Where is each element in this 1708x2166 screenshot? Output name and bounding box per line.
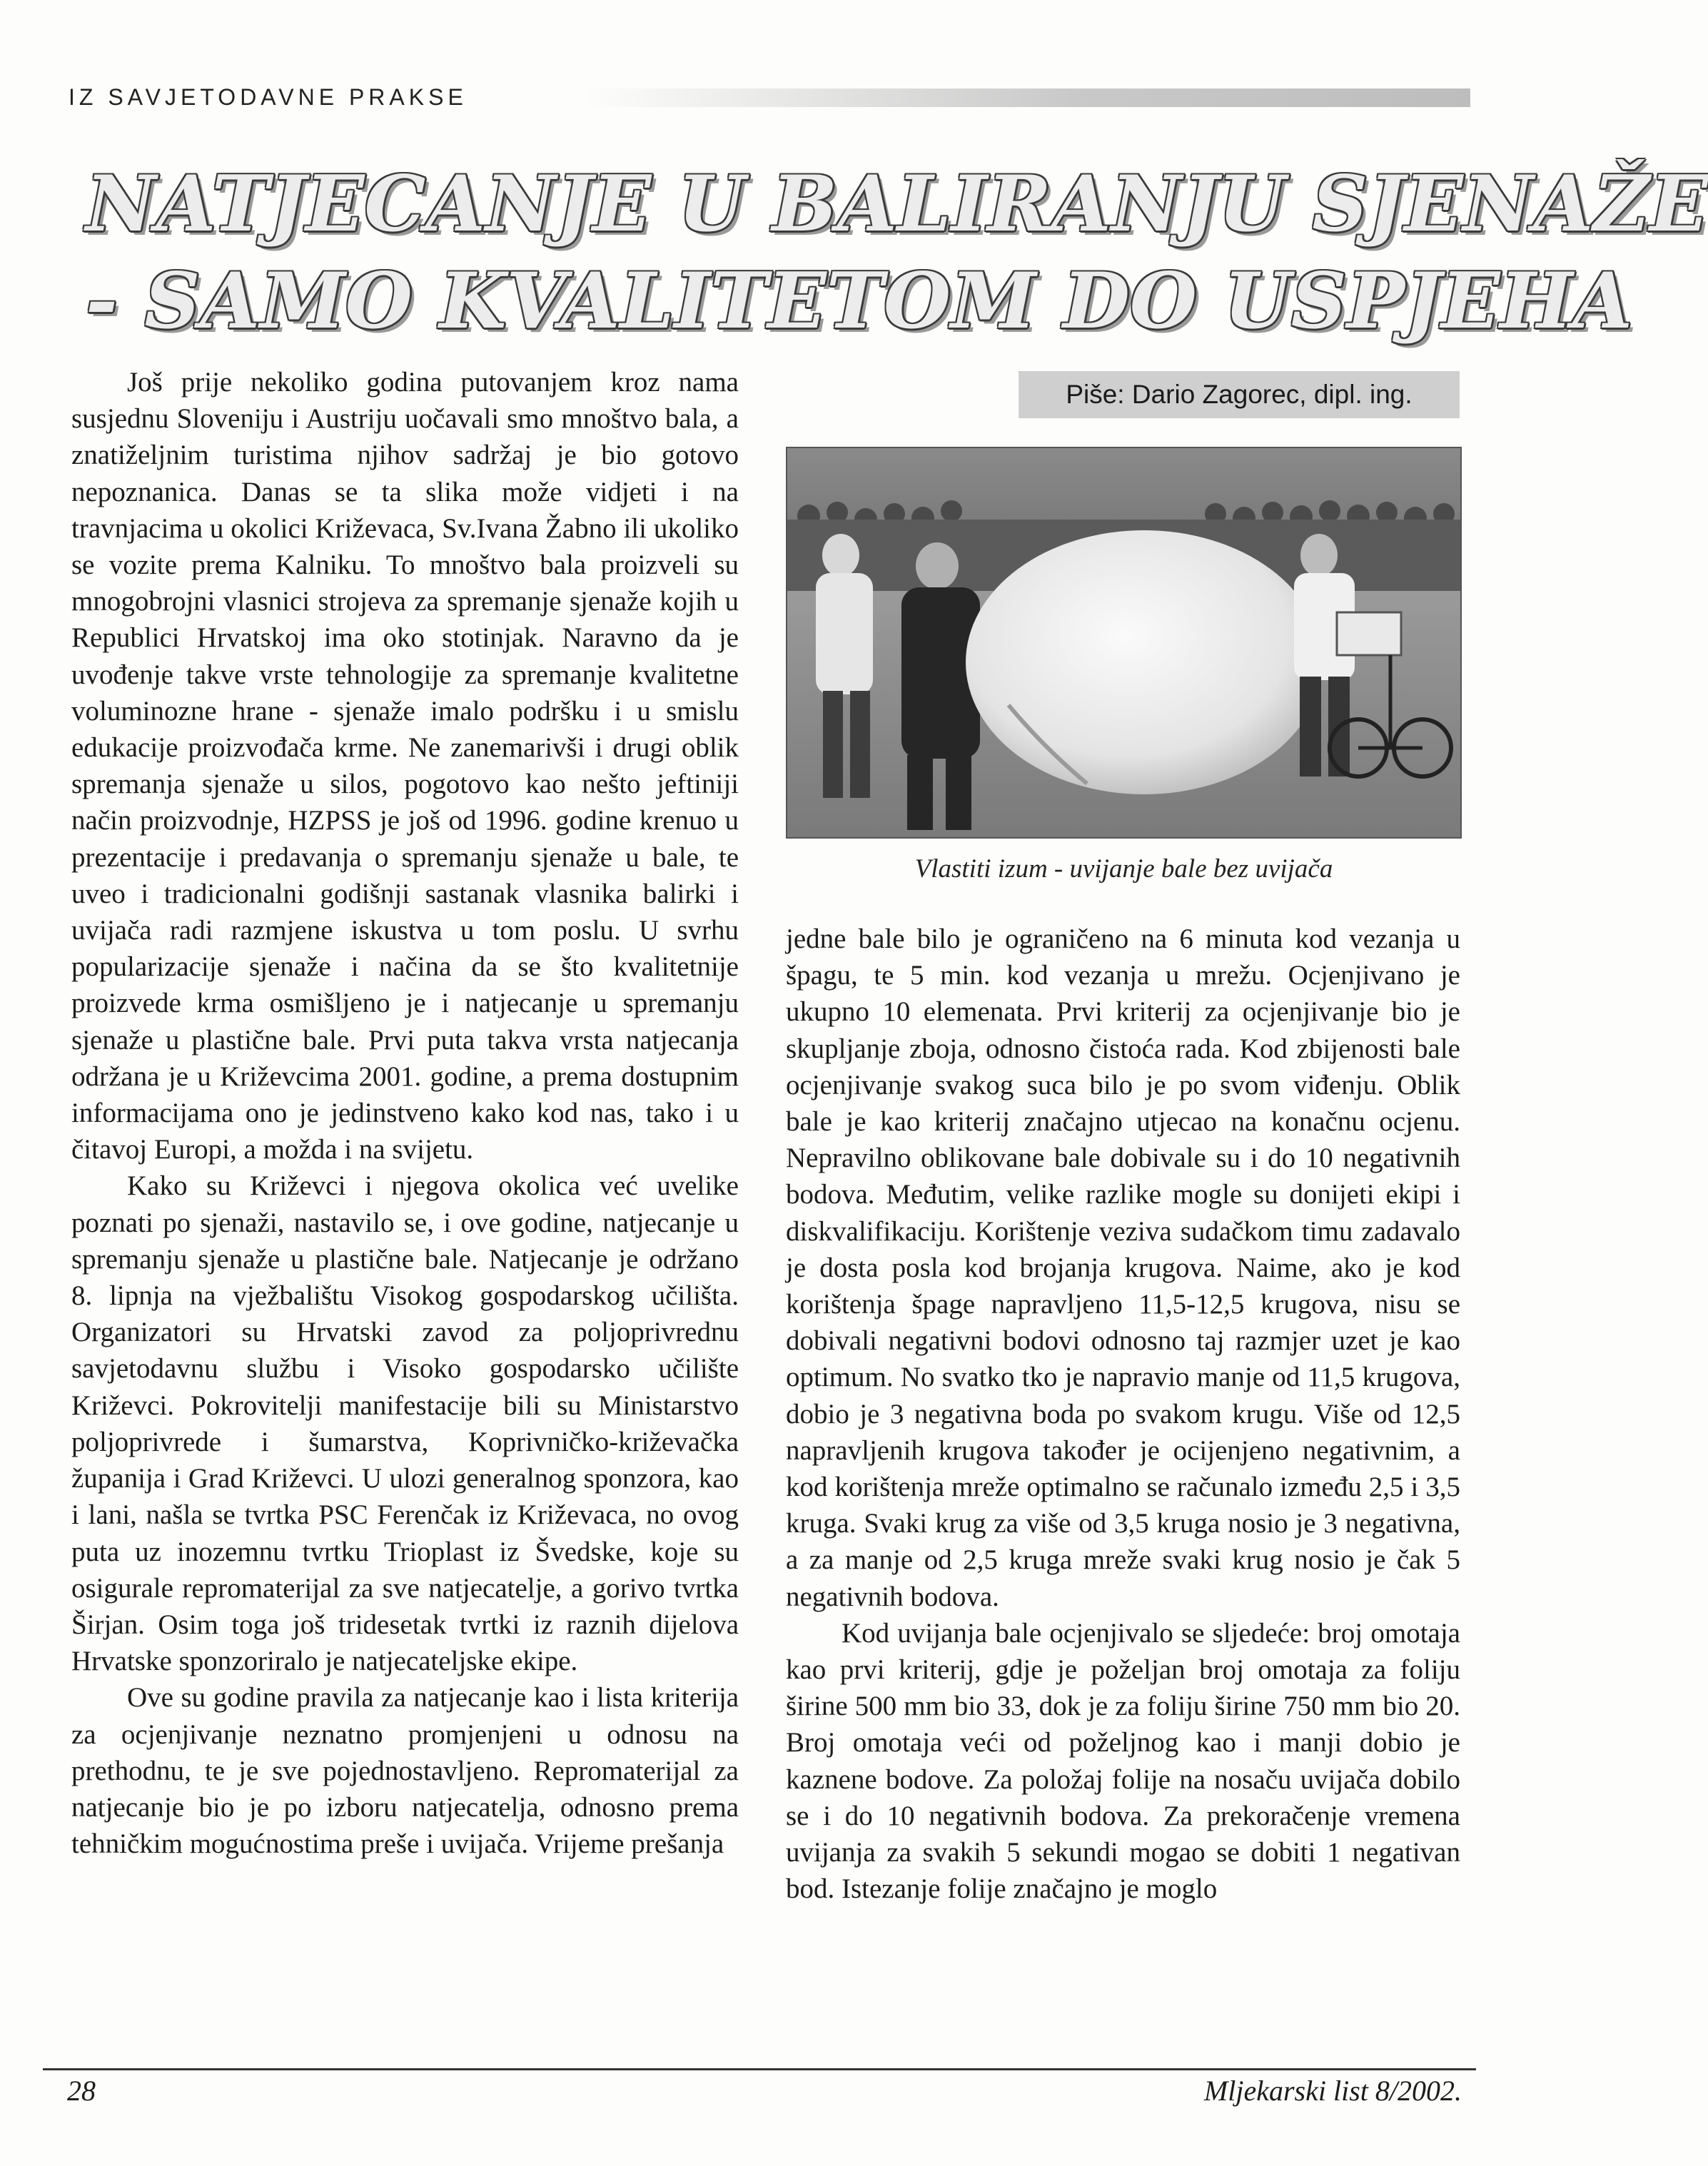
article-photo [786,447,1462,839]
article-paragraph: Kako su Križevci i njegova okolica već uvelike poznati po sjenaži, nastavilo se, i ove godine, natjecanje u spremanju sjenaže u plastične bale. Natjecanje je održano 8. lipnja na vježbalištu Visokog gospodarskog učilišta. Organizatori su Hrvatski zavod za poljoprivrednu savjetodavnu službu i Visoko gospodarsko učilište Križevci. Pokrovitelji manifestacije bili su Ministarstvo poljoprivrede i šumarstva, Koprivničko-križevačka županija i Grad Križevci. U ulozi generalnog sponzora, kao i lani, našla se tvrtka PSC Ferenčak iz Križevaca, no ovog puta uz inozemnu tvrtku Trioplast iz Švedske, koje su osigurale repromaterijal za sve natjecatelje, a gorivo tvrtka Širjan. Osim toga još tridesetak tvrtki iz raznih dijelova Hrvatske sponzoriralo je natjecateljske ekipe. [71,1170,739,1677]
article-paragraph: jedne bale bilo je ograničeno na 6 minuta kod vezanja u špagu, te 5 min. kod vezanja u mrežu. Ocjenjivano je ukupno 10 elemenata. Prvi kriterij za ocjenjivanje bio je skupljanje zboja, odnosno čistoća rada. Kod zbijenosti bale ocjenjivanje svakog suca bilo je po svom viđenju. Oblik bale je kao kriterij značajno utjecao na konačnu ocjenu. Nepravilno oblikovane bale dobivale su i do 10 negativnih bodova. Međutim, velike razlike mogle su donijeti ekipi i diskvalifikaciju. Korištenje veziva sudačkom timu zadavalo je dosta posla kod brojanja krugova. Naime, ako je kod korištenja špage napravljeno 11,5-12,5 krugova, nisu se dobivali negativni bodovi odnosno taj razmjer uzet je kao optimum. No svatko tko je napravio manje od 11,5 krugova, dobio je 3 negativna boda po svakom krugu. Više od 12,5 napravljenih krugova također je ocijenjeno negativnim, a kod korištenja mreže optimalno se računalo između 2,5 i 3,5 kruga. Svaki krug za više od 3,5 kruga nosio je 3 negativna, a za manje od 2,5 kruga mreže svaki krug nosio je čak 5 negativnih bodova. [786,923,1460,1612]
article-paragraph: Kod uvijanja bale ocjenjivalo se sljedeće: broj omotaja kao prvi kriterij, gdje je poželjan broj omotaja za foliju širine 500 mm bio 33, dok je za foliju širine 750 mm bio 20. Broj omotaja veći od poželjnog kao i manji dobio je kaznene bodove. Za položaj folije na nosaču uvijača dobilo se i do 10 negativnih bodova. Za prekoračenje vremena uvijanja za svakih 5 sekundi mogao se dobiti 1 negativan bod. Istezanje folije značajno je moglo [786,1617,1460,1905]
footer-rule [43,2068,1476,2070]
article-paragraph: Ove su godine pravila za natjecanje kao i lista kriterija za ocjenjivanje neznatno promjenjeni u odnosu na prethodnu, te je sve pojednostavljeno. Repromaterijal za natjecanje bio je po izboru natjecatelja, odnosno prema tehničkim mogućnostima preše i uvijača. Vrijeme prešanja [71,1682,739,1860]
page-number: 28 [67,2075,96,2107]
author-byline: Piše: Dario Zagorec, dipl. ing. [1019,371,1460,418]
article-paragraph: Još prije nekoliko godina putovanjem kroz nama susjednu Sloveniju i Austriju uočavali smo mnoštvo bala, a znatiželjnim turistima njihov sadržaj je bio gotovo nepoznanica. Danas se ta slika može vidjeti i na travnjacima u okolici Križevaca, Sv.Ivana Žabno ili ukoliko se vozite prema Kalniku. To mnoštvo bala proizveli su mnogobrojni vlasnici strojeva za spremanje sjenaže kojih u Republici Hrvatskoj ima oko stotinjak. Naravno da je uvođenje takve vrste tehnologije za spremanje kvalitetne voluminozne hrane - sjenaže imalo podršku i u smislu edukacije proizvođača krme. Ne zanemarivši i drugi oblik spremanja sjenaže u silos, pogotovo kao nešto jeftiniji način proizvodnje, HZPSS je još od 1996. godine krenuo u prezentacije i predavanja o spremanju sjenaže u bale, te uveo i tradicionalni godišnji sastanak vlasnika balirki i uvijača radi razmjene iskustva u tom poslu. U svrhu popularizacije sjenaže i načina da se što kvalitetnije proizvede krma osmišljeno je i natjecanje u spremanju sjenaže u plastične bale. Prvi puta takva vrsta natjecanja održana je u Križevcima 2001. godine, a prema dostupnim informacijama ono je jedinstveno kako kod nas, tako i u čitavoj Europi, a možda i na svijetu. [71,367,739,1165]
headline-line-2: - SAMO KVALITETOM DO USPJEHA [86,256,1633,346]
photo-caption: Vlastiti izum - uvijanje bale bez uvijača [914,854,1333,884]
article-column-right [786,921,1460,1907]
article-column-left [71,364,739,1862]
publication-name: Mljekarski list 8/2002. [1203,2075,1462,2107]
photo-bale-wrapping [787,448,1460,837]
headline-line-1: NATJECANJE U BALIRANJU SJENAŽE [86,159,1708,249]
section-header-bar [585,88,1470,107]
section-label: IZ SAVJETODAVNE PRAKSE [69,84,468,110]
